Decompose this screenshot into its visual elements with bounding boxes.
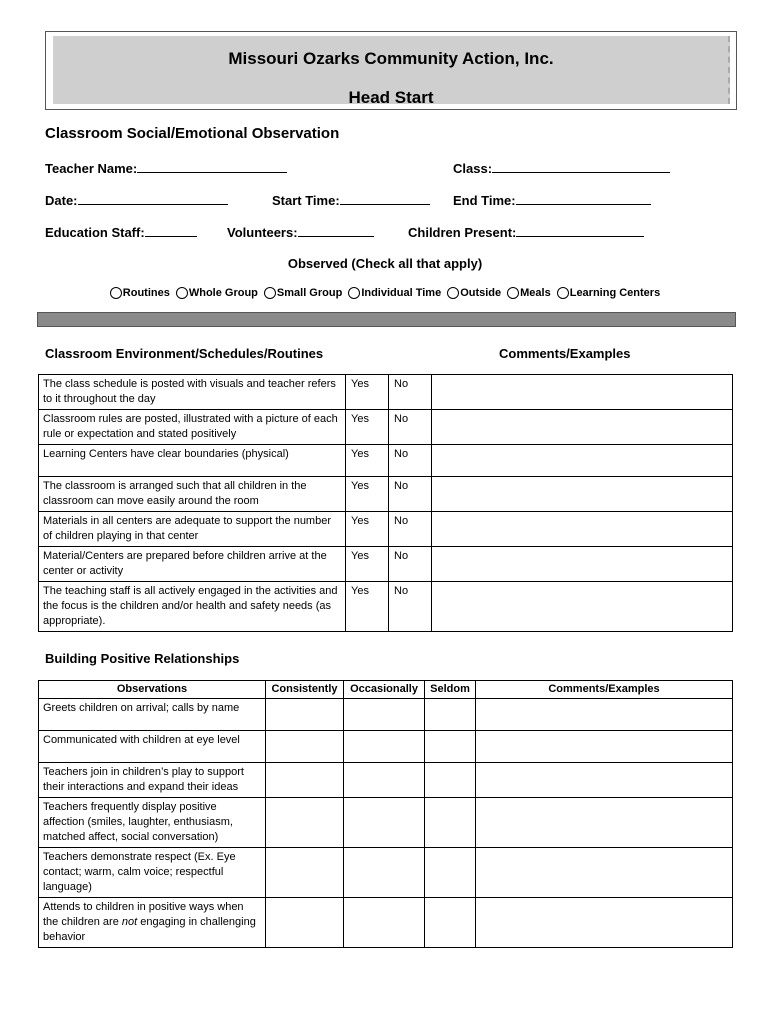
observation-text: Greets children on arrival; calls by name bbox=[39, 699, 266, 731]
comment-cell[interactable] bbox=[476, 763, 733, 798]
option-label: Outside bbox=[460, 287, 502, 299]
start-time-field[interactable] bbox=[272, 192, 430, 208]
comment-cell[interactable] bbox=[432, 512, 733, 547]
relationships-table bbox=[38, 680, 733, 948]
observation-text: Communicated with children at eye level bbox=[39, 731, 266, 763]
seldom-cell[interactable] bbox=[425, 898, 476, 948]
yes-option[interactable]: Yes bbox=[346, 512, 389, 547]
date-line[interactable] bbox=[78, 192, 228, 205]
criterion-text: The classroom is arranged such that all children in the classroom can move easily around the room bbox=[39, 477, 346, 512]
seldom-cell[interactable] bbox=[425, 699, 476, 731]
start-time-line[interactable] bbox=[340, 192, 430, 205]
radio-circle-icon[interactable] bbox=[110, 287, 122, 299]
consistently-cell[interactable] bbox=[266, 798, 344, 848]
seldom-cell[interactable] bbox=[425, 848, 476, 898]
option-whole-group[interactable] bbox=[176, 287, 258, 299]
class-label: Class: bbox=[453, 161, 493, 176]
table-header-row bbox=[39, 681, 733, 699]
option-label: Small Group bbox=[276, 287, 343, 299]
date-label: Date: bbox=[45, 193, 78, 208]
table-row bbox=[39, 731, 733, 763]
relationships-heading: Building Positive Relationships bbox=[45, 651, 240, 666]
radio-circle-icon[interactable] bbox=[348, 287, 360, 299]
consistently-cell[interactable] bbox=[266, 763, 344, 798]
comment-cell[interactable] bbox=[432, 445, 733, 477]
comment-cell[interactable] bbox=[476, 798, 733, 848]
seldom-cell[interactable] bbox=[425, 763, 476, 798]
radio-circle-icon[interactable] bbox=[557, 287, 569, 299]
occasionally-cell[interactable] bbox=[344, 763, 425, 798]
observation-text: Attends to children in positive ways when the children are not engaging in challenging behavior bbox=[39, 898, 266, 948]
occasionally-cell[interactable] bbox=[344, 798, 425, 848]
option-label: Whole Group bbox=[188, 287, 258, 299]
table-row bbox=[39, 582, 733, 632]
teacher-name-field[interactable] bbox=[45, 160, 287, 176]
occasionally-cell[interactable] bbox=[344, 731, 425, 763]
environment-comments-heading: Comments/Examples bbox=[499, 346, 631, 361]
comment-cell[interactable] bbox=[432, 477, 733, 512]
environment-table bbox=[38, 374, 733, 632]
comment-cell[interactable] bbox=[476, 898, 733, 948]
consistently-cell[interactable] bbox=[266, 699, 344, 731]
col-occasionally: Occasionally bbox=[344, 681, 425, 699]
col-comments: Comments/Examples bbox=[476, 681, 733, 699]
class-field[interactable] bbox=[453, 160, 670, 176]
seldom-cell[interactable] bbox=[425, 798, 476, 848]
table-row bbox=[39, 410, 733, 445]
yes-option[interactable]: Yes bbox=[346, 477, 389, 512]
option-label: Routines bbox=[122, 287, 170, 299]
volunteers-label: Volunteers: bbox=[227, 225, 298, 240]
option-routines[interactable] bbox=[110, 287, 170, 299]
observation-text: Teachers demonstrate respect (Ex. Eye contact; warm, calm voice; respectful language) bbox=[39, 848, 266, 898]
option-individual-time[interactable] bbox=[348, 287, 441, 299]
no-option[interactable]: No bbox=[389, 512, 432, 547]
consistently-cell[interactable] bbox=[266, 848, 344, 898]
col-observations: Observations bbox=[39, 681, 266, 699]
col-consistently: Consistently bbox=[266, 681, 344, 699]
table-row bbox=[39, 763, 733, 798]
comment-cell[interactable] bbox=[432, 375, 733, 410]
criterion-text: Material/Centers are prepared before children arrive at the center or activity bbox=[39, 547, 346, 582]
teacher-name-line[interactable] bbox=[137, 160, 287, 173]
seldom-cell[interactable] bbox=[425, 731, 476, 763]
option-learning-centers[interactable] bbox=[557, 287, 660, 299]
children-present-field[interactable] bbox=[408, 224, 644, 240]
occasionally-cell[interactable] bbox=[344, 848, 425, 898]
end-time-field[interactable] bbox=[453, 192, 651, 208]
table-row bbox=[39, 798, 733, 848]
observation-text: Teachers join in children’s play to support their interactions and expand their ideas bbox=[39, 763, 266, 798]
occasionally-cell[interactable] bbox=[344, 699, 425, 731]
section-divider bbox=[37, 312, 736, 327]
consistently-cell[interactable] bbox=[266, 898, 344, 948]
education-staff-field[interactable] bbox=[45, 224, 197, 240]
radio-circle-icon[interactable] bbox=[507, 287, 519, 299]
option-small-group[interactable] bbox=[264, 287, 342, 299]
radio-circle-icon[interactable] bbox=[264, 287, 276, 299]
table-row bbox=[39, 547, 733, 582]
comment-cell[interactable] bbox=[432, 410, 733, 445]
table-row bbox=[39, 477, 733, 512]
education-staff-label: Education Staff: bbox=[45, 225, 145, 240]
option-outside[interactable] bbox=[447, 287, 501, 299]
criterion-text: Materials in all centers are adequate to support the number of children playing in that center bbox=[39, 512, 346, 547]
yes-option[interactable]: Yes bbox=[346, 375, 389, 410]
no-option[interactable]: No bbox=[389, 410, 432, 445]
table-row bbox=[39, 848, 733, 898]
table-row bbox=[39, 699, 733, 731]
radio-circle-icon[interactable] bbox=[176, 287, 188, 299]
no-option[interactable]: No bbox=[389, 582, 432, 632]
start-time-label: Start Time: bbox=[272, 193, 340, 208]
comment-cell[interactable] bbox=[432, 547, 733, 582]
option-meals[interactable] bbox=[507, 287, 551, 299]
no-option[interactable]: No bbox=[389, 547, 432, 582]
end-time-line[interactable] bbox=[516, 192, 651, 205]
date-field[interactable] bbox=[45, 192, 228, 208]
children-present-line[interactable] bbox=[516, 224, 644, 237]
option-label: Meals bbox=[520, 287, 551, 299]
col-seldom: Seldom bbox=[425, 681, 476, 699]
table-row bbox=[39, 898, 733, 948]
option-label: Individual Time bbox=[361, 287, 442, 299]
org-name: Missouri Ozarks Community Action, Inc. bbox=[228, 49, 554, 68]
environment-heading: Classroom Environment/Schedules/Routines bbox=[45, 346, 324, 361]
volunteers-line[interactable] bbox=[298, 224, 374, 237]
program-name: Head Start bbox=[348, 88, 434, 107]
criterion-text: The teaching staff is all actively engaged in the activities and the focus is the children and/or health and safety needs (as appropriate). bbox=[39, 582, 346, 632]
option-label: Learning Centers bbox=[569, 287, 661, 299]
children-present-label: Children Present: bbox=[408, 225, 517, 240]
class-line[interactable] bbox=[492, 160, 670, 173]
form-title: Classroom Social/Emotional Observation bbox=[45, 125, 340, 142]
occasionally-cell[interactable] bbox=[344, 898, 425, 948]
yes-option[interactable]: Yes bbox=[346, 410, 389, 445]
education-staff-line[interactable] bbox=[145, 224, 197, 237]
table-row bbox=[39, 375, 733, 410]
yes-option[interactable]: Yes bbox=[346, 547, 389, 582]
end-time-label: End Time: bbox=[453, 193, 516, 208]
yes-option[interactable]: Yes bbox=[346, 445, 389, 477]
comment-cell[interactable] bbox=[476, 848, 733, 898]
observation-text: Teachers frequently display positive affection (smiles, laughter, enthusiasm, matched affect, social conversation) bbox=[39, 798, 266, 848]
criterion-text: Learning Centers have clear boundaries (physical) bbox=[39, 445, 346, 477]
volunteers-field[interactable] bbox=[227, 224, 374, 240]
yes-option[interactable]: Yes bbox=[346, 582, 389, 632]
comment-cell[interactable] bbox=[476, 731, 733, 763]
no-option[interactable]: No bbox=[389, 375, 432, 410]
consistently-cell[interactable] bbox=[266, 731, 344, 763]
radio-circle-icon[interactable] bbox=[447, 287, 459, 299]
comment-cell[interactable] bbox=[432, 582, 733, 632]
table-row bbox=[39, 512, 733, 547]
observed-title: Observed (Check all that apply) bbox=[287, 256, 483, 271]
comment-cell[interactable] bbox=[476, 699, 733, 731]
observed-options bbox=[0, 287, 770, 299]
criterion-text: Classroom rules are posted, illustrated with a picture of each rule or expectation and stated positively bbox=[39, 410, 346, 445]
no-option[interactable]: No bbox=[389, 477, 432, 512]
criterion-text: The class schedule is posted with visuals and teacher refers to it throughout the day bbox=[39, 375, 346, 410]
table-row bbox=[39, 445, 733, 477]
no-option[interactable]: No bbox=[389, 445, 432, 477]
teacher-name-label: Teacher Name: bbox=[45, 161, 138, 176]
